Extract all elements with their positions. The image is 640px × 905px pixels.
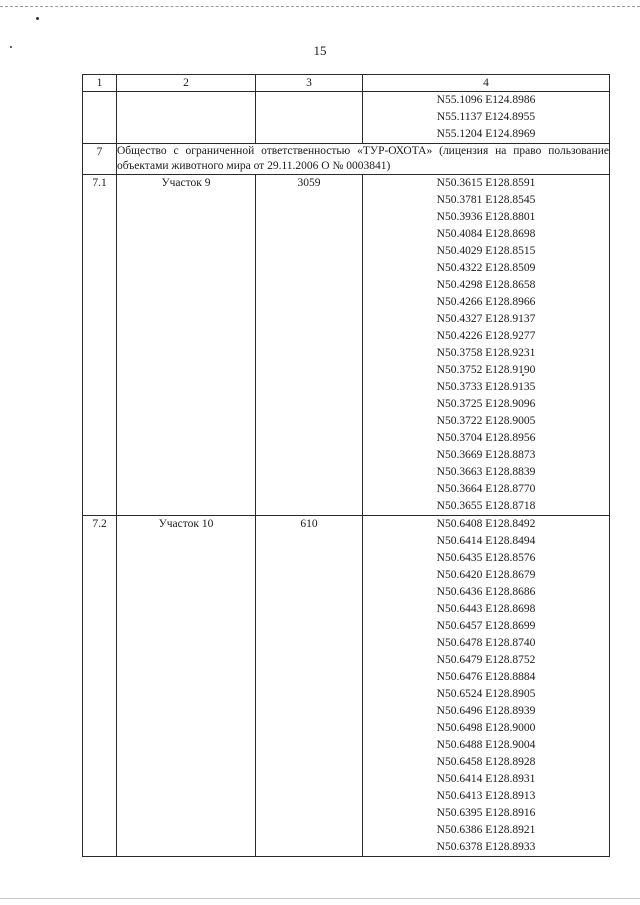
coordinate: N50.6386 E128.8921 xyxy=(436,824,536,836)
coordinate: N50.6476 E128.8884 xyxy=(436,671,536,683)
coordinate: N50.6395 E128.8916 xyxy=(436,807,536,819)
coordinate: N50.3936 E128.8801 xyxy=(436,211,536,223)
header-col-4: 4 xyxy=(363,75,610,92)
coordinate: N50.6378 E128.8933 xyxy=(436,841,536,853)
plot-area: 3059 xyxy=(256,175,363,516)
coordinate: N50.3669 E128.8873 xyxy=(436,449,536,461)
coordinate: N50.6496 E128.8939 xyxy=(436,705,536,717)
coordinate: N50.6435 E128.8576 xyxy=(436,552,536,564)
coordinate: N50.6457 E128.8699 xyxy=(436,620,536,632)
coordinate: N55.1204 E124.8969 xyxy=(436,128,536,140)
coordinate: N50.6478 E128.8740 xyxy=(436,637,536,649)
coordinate: N50.3725 E128.9096 xyxy=(436,398,536,410)
coordinate: N50.6436 E128.8686 xyxy=(436,586,536,598)
coordinate: N50.4266 E128.8966 xyxy=(436,296,536,308)
coordinate: N50.3722 E128.9005 xyxy=(436,415,536,427)
coordinate: N50.3758 E128.9231 xyxy=(436,347,536,359)
coordinate: N50.3655 E128.8718 xyxy=(436,500,536,512)
scan-speck xyxy=(36,17,39,20)
header-row xyxy=(83,75,610,92)
coordinate: N50.4298 E128.8658 xyxy=(436,279,536,291)
coordinate: N50.3615 E128.8591 xyxy=(436,177,536,189)
coords-cell xyxy=(363,516,610,857)
coordinate: N50.3663 E128.8839 xyxy=(436,466,536,478)
coordinate: N50.6420 E128.8679 xyxy=(436,569,536,581)
scan-edge-bottom xyxy=(0,898,640,899)
coordinates-table xyxy=(82,74,610,857)
coords-cell xyxy=(363,175,610,516)
table-row xyxy=(83,516,610,857)
header-col-3: 3 xyxy=(256,75,363,92)
coordinate: N50.4322 E128.8509 xyxy=(436,262,536,274)
continuation-row xyxy=(83,92,610,144)
section-organization: Общество с ограниченной ответственностью «ТУР-ОХОТА» (лицензия на право пользование объектами животного мира от 29.11.2006 О № 0003841) xyxy=(117,144,610,175)
page-number: 15 xyxy=(313,43,327,58)
coordinate: N50.3733 E128.9135 xyxy=(436,381,536,393)
row-number: 7.2 xyxy=(83,516,117,857)
coordinate: N50.6524 E128.8905 xyxy=(436,688,536,700)
coordinate: N50.4226 E128.9277 xyxy=(436,330,536,342)
plot-name: Участок 10 xyxy=(117,516,256,857)
coordinate: N50.6414 E128.8494 xyxy=(436,535,536,547)
coordinate: N50.3781 E128.8545 xyxy=(436,194,536,206)
coordinate: N50.6414 E128.8931 xyxy=(436,773,536,785)
plot-name: Участок 9 xyxy=(117,175,256,516)
coordinate: N55.1096 E124.8986 xyxy=(436,94,536,106)
header-col-2: 2 xyxy=(117,75,256,92)
coordinate: N50.6443 E128.8698 xyxy=(436,603,536,615)
section-number: 7 xyxy=(83,144,117,175)
section-row xyxy=(83,144,610,175)
coordinate: N50.6498 E128.9000 xyxy=(436,722,536,734)
coordinate: N50.3752 E128.9190 xyxy=(436,364,536,376)
coordinate: N55.1137 E124.8955 xyxy=(436,111,536,123)
coordinate: N50.3704 E128.8956 xyxy=(436,432,536,444)
coordinate: N50.4327 E128.9137 xyxy=(436,313,536,325)
coordinate: N50.6413 E128.8913 xyxy=(436,790,536,802)
coordinate: N50.3664 E128.8770 xyxy=(436,483,536,495)
plot-area: 610 xyxy=(256,516,363,857)
coordinate: N50.4029 E128.8515 xyxy=(436,245,536,257)
scan-edge-top xyxy=(0,6,640,7)
coordinate: N50.6488 E128.9004 xyxy=(436,739,536,751)
coordinate: N50.4084 E128.8698 xyxy=(436,228,536,240)
table-row xyxy=(83,175,610,516)
coords-cell xyxy=(363,92,610,144)
header-col-1: 1 xyxy=(83,75,117,92)
row-number: 7.1 xyxy=(83,175,117,516)
coordinate: N50.6479 E128.8752 xyxy=(436,654,536,666)
coordinate: N50.6408 E128.8492 xyxy=(436,518,536,530)
coordinate: N50.6458 E128.8928 xyxy=(436,756,536,768)
